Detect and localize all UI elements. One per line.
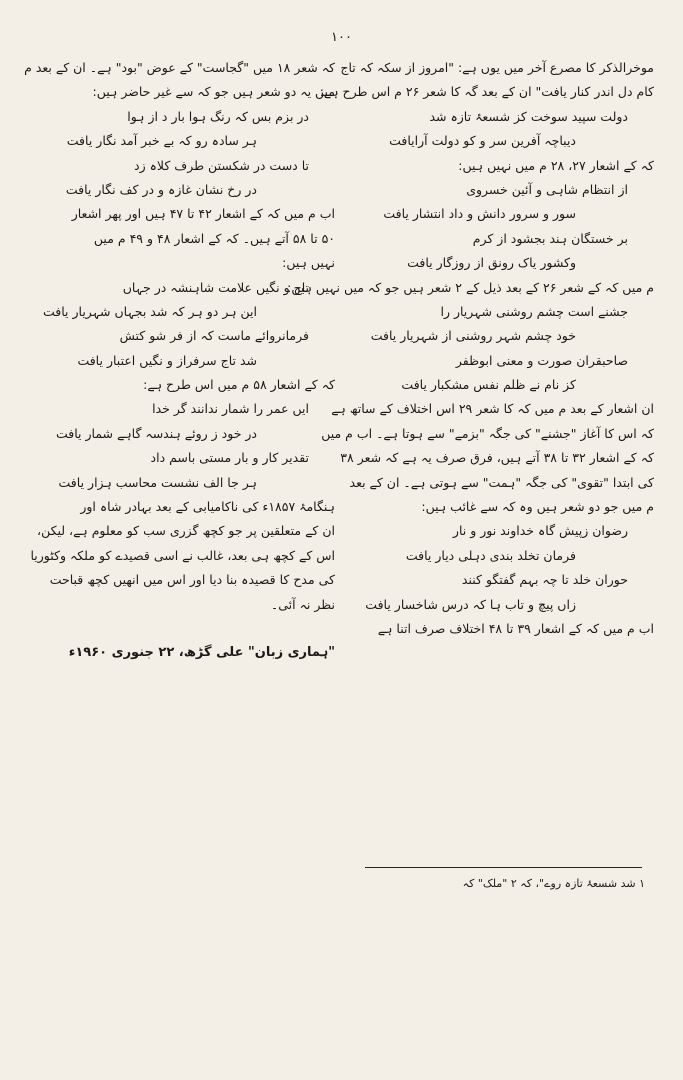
prose-line: اس کے کچھ ہی بعد، غالب نے اسی قصیدے کو ملکہ وکٹوریا <box>30 547 335 563</box>
verse-line: دولت سپید سوخت کز شسعۂ تازہ شد <box>429 108 628 124</box>
spacer <box>40 617 335 641</box>
prose-line: م میں کہ کے شعر ۲۶ کے بعد ذیل کے ۲ شعر ہیں جو کہ میں نہیں ہیں: <box>287 279 654 295</box>
verse-line: این ہر دو ہر کہ شد بجہاں شہریار یافت <box>42 303 257 319</box>
verse-line: زاں پیچ و تاب ہا کہ درس شاخسار یافت <box>365 596 576 612</box>
verse-line: فرمانروائے ماست کہ از فر شو کتش <box>119 328 309 344</box>
verse-line: وکشور یاک رونق از روزگار یافت <box>407 255 576 271</box>
prose-line: نظر نہ آئی۔ <box>270 596 335 612</box>
footnote: ۱ شد شسعۂ تازہ روے"، کہ ۲ "ملک" کہ <box>462 877 645 890</box>
prose-line: کی ابتدا "تقوی" کی جگہ "ہمت" سے ہوتی ہے۔ ان کے بعد <box>349 474 654 490</box>
prose-line: کہ کے اشعار ۲۷، ۲۸ م میں نہیں ہیں: <box>458 157 654 173</box>
verse-line: صاحبقران صورت و معنی ابوظفر <box>455 352 628 368</box>
verse-line: در رخ نشان غازہ و در کف نگار یافت <box>65 181 257 197</box>
verse-line: تاج و نگیں علامت شاہنشہ در جہاں <box>122 279 309 295</box>
prose-line: ۵۰ تا ۵۸ آتے ہیں۔ کہ کے اشعار ۴۸ و ۴۹ م میں <box>93 230 335 246</box>
verse-line: تا دست در شکستن طرف کلاہ زد <box>134 157 309 173</box>
prose-line: کہ کے اشعار ۵۸ م میں اس طرح ہے: <box>143 377 335 393</box>
left-column <box>24 56 335 666</box>
verse-line: حوران خلد تا چہ بہم گفتگو کنند <box>461 572 628 588</box>
verse-line: جشنے است چشم روشنی شہریار را <box>440 303 628 319</box>
verse-line: در بزم بس کہ رنگ ہوا بار د از ہوا <box>127 108 309 124</box>
prose-line: نہیں ہیں: <box>282 255 335 271</box>
verse-line: بر خستگان ہند بجشود از کرم <box>472 230 628 246</box>
prose-line: کام دل اندر کنار یافت" ان کے بعد گہ کا شعر ۲۶ م اس طرح ہے: <box>319 84 654 100</box>
prose-line: م میں جو دو شعر ہیں وہ کہ سے غائب ہیں: <box>421 499 654 515</box>
source-signature: "ہماری زبان" علی گڑھ، ۲۲ جنوری ۱۹۶۰ء <box>68 645 335 661</box>
page-number: ۱۰۰ <box>331 30 352 45</box>
prose-line: موخرالذکر کا مصرع آخر میں یوں ہے: "امروز از سکہ کہ تاج <box>340 60 654 75</box>
verse-line: فرمان تخلد بندی دہلی دیار یافت <box>405 547 576 563</box>
verse-line: از انتظام شاہی و آئین خسروی <box>466 181 628 197</box>
prose-line: اب م میں کہ کے اشعار ۳۹ تا ۴۸ اختلاف صرف اتنا ہے <box>377 620 654 636</box>
verse-line: رضوان زپیش گاہ خداوند نور و نار <box>452 523 628 539</box>
verse-line: سور و سرور دانش و داد انتشار یافت <box>383 206 576 222</box>
prose-line: کہ اس کا آغاز "جشنے" کی جگہ "بزمے" سے ہوتا ہے۔ اب م میں <box>321 425 654 441</box>
verse-line: تقدیر کار و بار مستی باسم داد <box>150 450 309 466</box>
footnote-divider <box>365 867 642 868</box>
verse-line: در خود ز روئے ہندسہ گاہے شمار یافت <box>55 425 257 441</box>
prose-line: میں یہ دو شعر ہیں جو کہ سے غیر حاضر ہیں: <box>92 84 335 100</box>
prose-line: کہ شعر ۱۸ میں "گجاست" کے عوض "بود" ہے۔ ان کے بعد م <box>24 60 335 75</box>
prose-line: ہنگامۂ ۱۸۵۷ء کی ناکامیابی کے بعد بہادر شاہ اور <box>80 499 335 515</box>
prose-line: کہ کے اشعار ۳۲ تا ۳۸ آتے ہیں، فرق صرف یہ ہے کہ شعر ۳۸ <box>340 450 654 466</box>
verse-line: خود چشم شہر روشنی از شہریار یافت <box>370 328 576 344</box>
prose-line: ان کے متعلقین پر جو کچھ گزری سب کو معلوم ہے، لیکن، <box>37 523 335 539</box>
prose-line: اب م میں کہ کے اشعار ۴۲ تا ۴۷ ہیں اور پھر اشعار <box>71 206 335 222</box>
verse-line: شد تاج سرفراز و نگیں اعتبار یافت <box>77 352 257 368</box>
prose-line: ان اشعار کے بعد م میں کہ کا شعر ۲۹ اس اختلاف کے ساتھ ہے <box>331 401 654 417</box>
verse-line: دیباچہ آفرین سر و کو دولت آرایافت <box>389 133 576 149</box>
verse-line: کز نام نے ظلم نفس مشکبار یافت <box>401 377 576 393</box>
verse-line: ہر سادہ رو کہ بے خبر آمد نگار یافت <box>66 133 257 149</box>
verse-line: ایں عمر را شمار ندانند گر خدا <box>152 401 309 417</box>
prose-line: کی مدح کا قصیدہ بنا دیا اور اس میں انھیں کچھ قباحت <box>49 572 335 588</box>
verse-line: ہر جا الف نشست محاسب ہزار یافت <box>58 474 257 490</box>
